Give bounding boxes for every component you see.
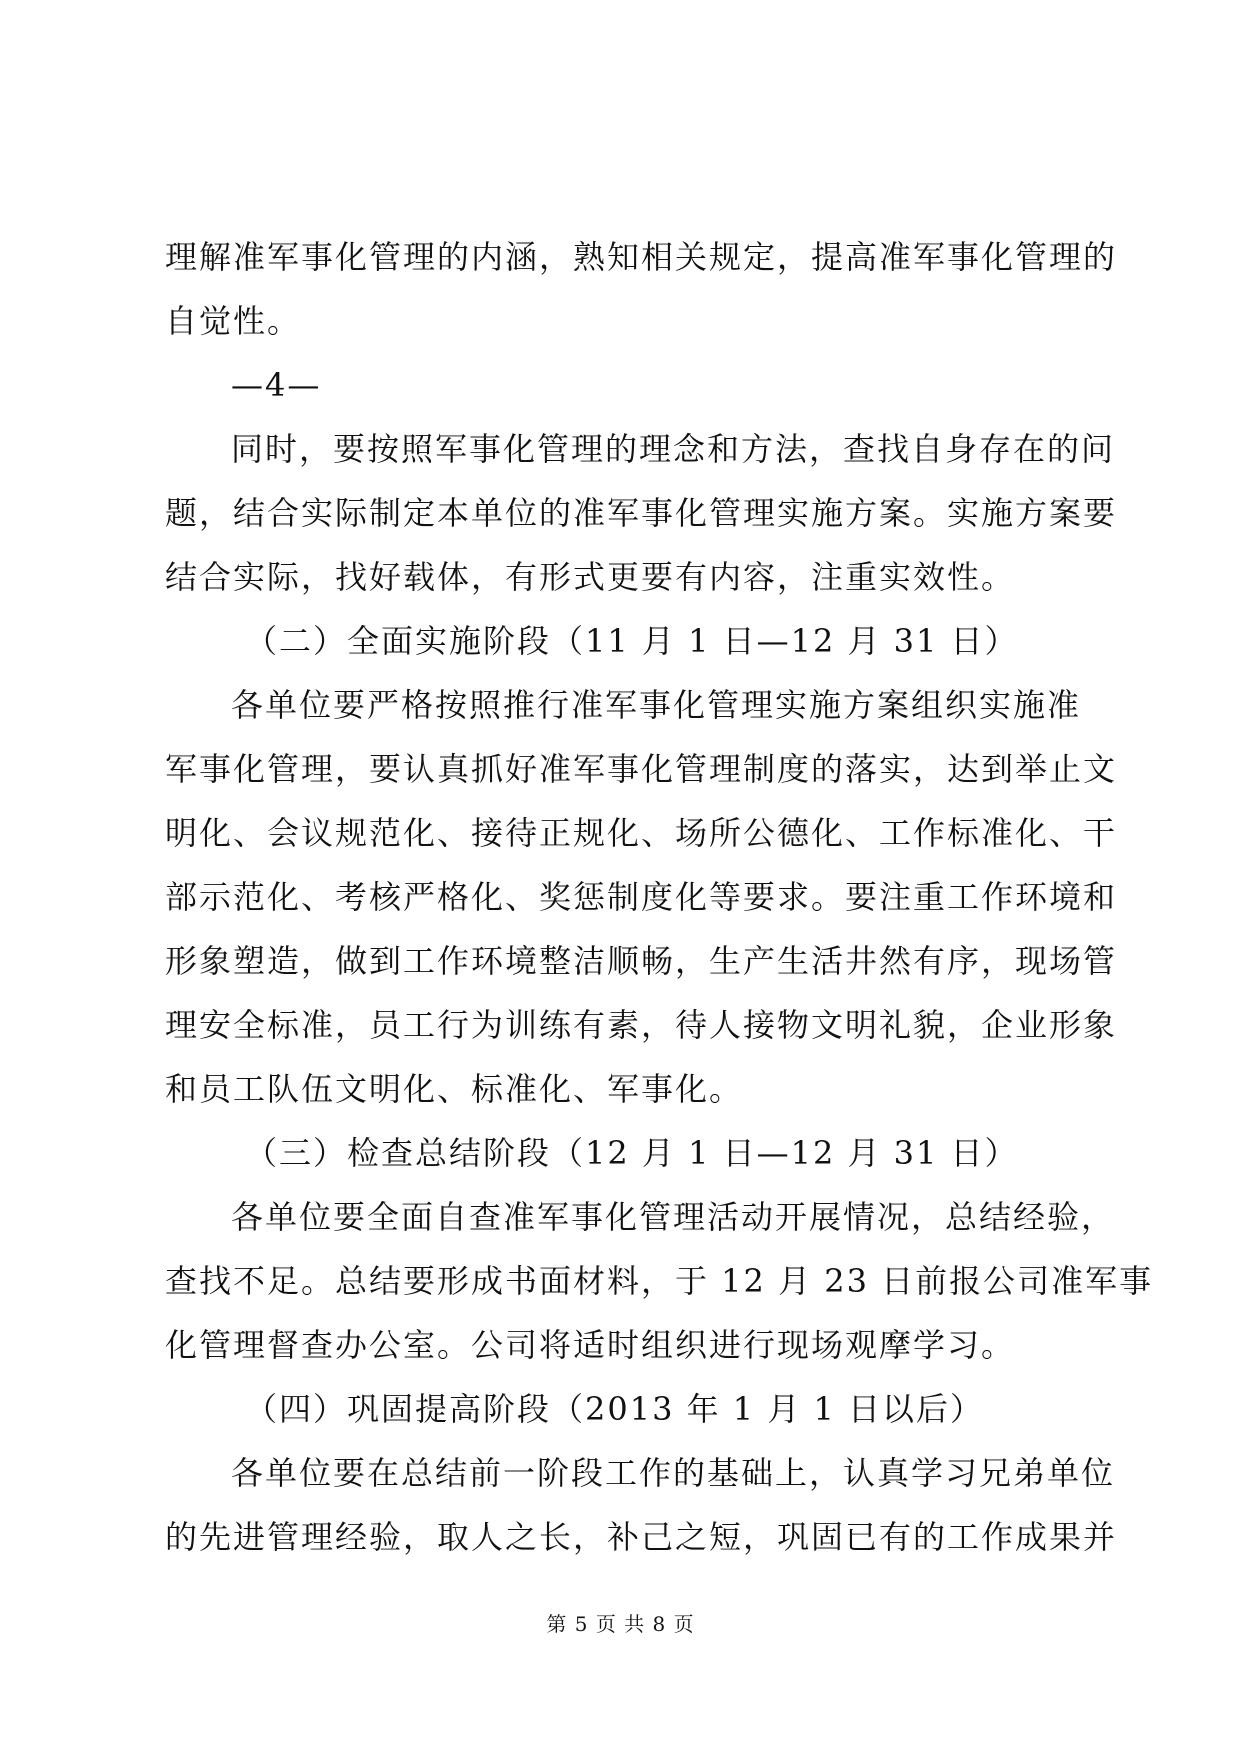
body-line: 理解准军事化管理的内涵，熟知相关规定，提高准军事化管理的 bbox=[165, 238, 1118, 276]
document-body bbox=[165, 225, 1154, 1569]
body-line: 查找不足。总结要形成书面材料，于 12 月 23 日前报公司准军事 bbox=[165, 1262, 1154, 1300]
body-line: 理安全标准，员工行为训练有素，待人接物文明礼貌，企业形象 bbox=[165, 1006, 1118, 1044]
body-line: 结合实际，找好载体，有形式更要有内容，注重实效性。 bbox=[165, 558, 1016, 596]
section-heading: （三）检查总结阶段（12 月 1 日—12 月 31 日） bbox=[245, 1134, 1019, 1172]
paragraph-start-line: 各单位要全面自查准军事化管理活动开展情况，总结经验， bbox=[231, 1198, 1116, 1236]
page-marker: —4— bbox=[231, 366, 322, 404]
page-footer: 第 5 页 共 8 页 bbox=[546, 1612, 695, 1636]
body-line: 化管理督查办公室。公司将适时组织进行现场观摩学习。 bbox=[165, 1326, 1016, 1364]
body-line: 部示范化、考核严格化、奖惩制度化等要求。要注重工作环境和 bbox=[165, 878, 1118, 916]
body-line: 和员工队伍文明化、标准化、军事化。 bbox=[165, 1070, 744, 1108]
body-line: 军事化管理，要认真抓好准军事化管理制度的落实，达到举止文 bbox=[165, 750, 1118, 788]
body-line: 自觉性。 bbox=[165, 302, 302, 340]
body-line: 形象塑造，做到工作环境整洁顺畅，生产生活井然有序，现场管 bbox=[165, 942, 1118, 980]
body-line: 的先进管理经验，取人之长，补己之短，巩固已有的工作成果并 bbox=[165, 1518, 1118, 1556]
paragraph-start-line: 各单位要在总结前一阶段工作的基础上，认真学习兄弟单位 bbox=[231, 1454, 1116, 1492]
paragraph-start-line: 同时，要按照军事化管理的理念和方法，查找自身存在的问 bbox=[231, 430, 1116, 468]
section-heading: （二）全面实施阶段（11 月 1 日—12 月 31 日） bbox=[245, 622, 1019, 660]
body-line: 题，结合实际制定本单位的准军事化管理实施方案。实施方案要 bbox=[165, 494, 1118, 532]
paragraph-start-line: 各单位要严格按照推行准军事化管理实施方案组织实施准 bbox=[231, 686, 1082, 724]
body-line: 明化、会议规范化、接待正规化、场所公德化、工作标准化、干 bbox=[165, 814, 1118, 852]
section-heading: （四）巩固提高阶段（2013 年 1 月 1 日以后） bbox=[245, 1390, 985, 1428]
